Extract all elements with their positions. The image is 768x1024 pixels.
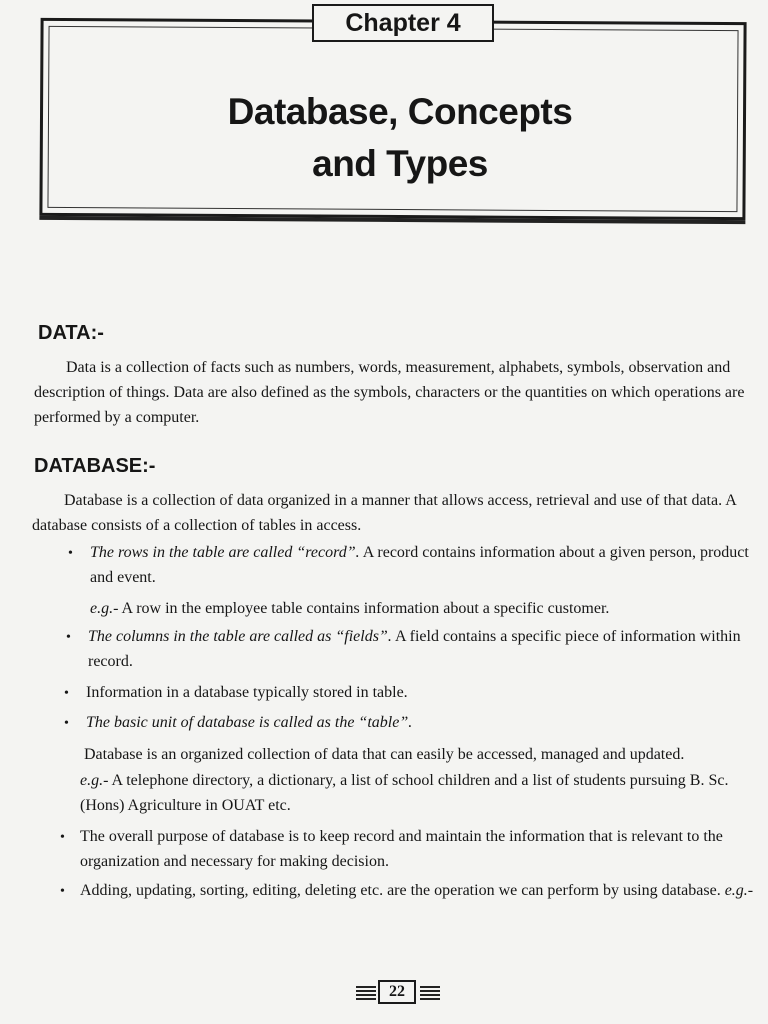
bullet-marker: • — [60, 830, 65, 845]
bullet-operations-example: e.g.- — [724, 882, 754, 899]
page-number-ornament-right — [420, 986, 440, 1000]
records-example — [90, 596, 750, 621]
chapter-title-line-1: Database, Concepts — [227, 91, 573, 132]
bullet-marker: • — [68, 546, 73, 561]
data-heading: DATA:- — [38, 322, 104, 344]
bullet-fields — [88, 624, 752, 674]
bullet-fields-text: A field contains a specific piece of information within record. — [88, 628, 741, 670]
chapter-label: Chapter 4 — [312, 4, 494, 42]
definition-example — [80, 768, 756, 818]
page-number-badge — [356, 980, 440, 1006]
bullet-operations — [80, 878, 756, 903]
bullet-table-italic: The basic unit of database is called as the “table”. — [86, 714, 413, 731]
bullet-table — [86, 710, 750, 735]
bullet-marker: • — [64, 686, 69, 701]
bullet-operations-text: Adding, updating, sorting, editing, deleting etc. are the operation we can perform by using database. — [80, 882, 725, 899]
bullet-fields-italic: The columns in the table are called as “fields”. — [88, 628, 392, 645]
database-paragraph: Database is a collection of data organized in a manner that allows access, retrieval and use of that data. A database consists of a collection of tables in access. — [32, 492, 736, 534]
records-example-label: e.g.- — [90, 600, 119, 617]
page-number: 22 — [378, 980, 416, 1004]
definition-paragraph: Database is an organized collection of data that can easily be accessed, managed and updated. — [84, 746, 685, 763]
bullet-records-text: A record contains information about a given person, product and event. — [90, 544, 749, 586]
data-paragraph: Data is a collection of facts such as numbers, words, measurement, alphabets, symbols, observation and description of things. Data are also defined as the symbols, characters or the quantities on which operations are performed by a computer. — [34, 359, 745, 426]
page-number-ornament-left — [356, 986, 376, 1000]
records-example-text: A row in the employee table contains information about a specific customer. — [118, 600, 610, 617]
definition-example-text: A telephone directory, a dictionary, a list of school children and a list of students pursuing B. Sc.(Hons) Agriculture in OUAT etc. — [80, 772, 729, 814]
chapter-title-line-2: and Types — [312, 143, 488, 184]
database-heading: DATABASE:- — [34, 455, 156, 477]
definition-example-label: e.g.- — [80, 772, 109, 789]
bullet-records — [90, 540, 750, 590]
bullet-marker: • — [60, 884, 65, 899]
bullet-marker: • — [64, 716, 69, 731]
bullet-marker: • — [66, 630, 71, 645]
bullet-storage: Information in a database typically stored in table. — [86, 684, 408, 701]
chapter-title — [110, 86, 690, 190]
bullet-records-italic: The rows in the table are called “record”. — [90, 544, 360, 561]
bullet-purpose: The overall purpose of database is to keep record and maintain the information that is relevant to the organization and necessary for making decision. — [80, 828, 723, 870]
